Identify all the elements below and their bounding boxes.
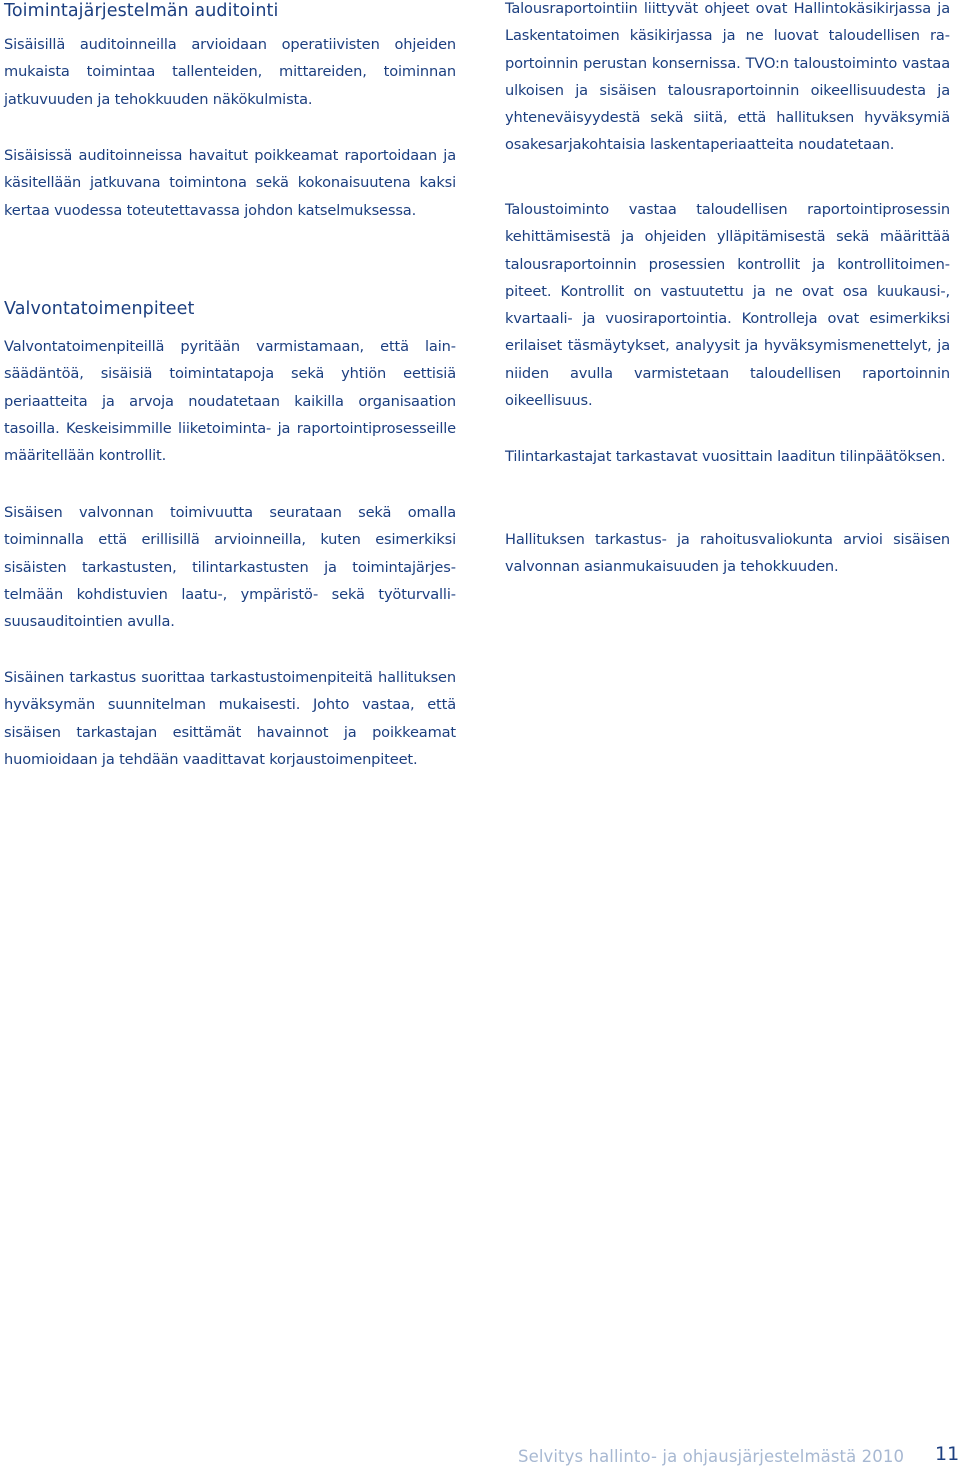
paragraph-internal-audits: Sisäisillä auditoinneilla arvioidaan operatiivisten ohjeiden mukaista toimintaa tallenteiden, mittareiden, toiminnan jatkuvuuden ja tehokkuuden näkökulmista. — [4, 36, 456, 108]
paragraph-finance-function: Taloustoiminto vastaa taloudellisen raportointiprosessin kehittämisestä ja ohjeiden ylläpitämisestä sekä määrittää talousraportoinnin prosessien kontrollit ja kontrollitoimenpiteet. Kontrollit on vastuutettu ja ne ovat osa kuukausi-, kvartaali- ja vuosiraportointia. Kontrolleja ovat esimerkiksi erilaiset täsmäytykset, analyysit ja hyväksymismenettelyt, ja niiden avulla varmistetaan taloudellisen raportoinnin oikeellisuus. — [505, 201, 950, 410]
section-heading-auditing: Toimintajärjestelmän auditointi — [4, 1, 279, 21]
section-heading-control-measures: Valvontatoimenpiteet — [4, 299, 195, 319]
paragraph-audit-deviations: Sisäisissä auditoinneissa havaitut poikkeamat raportoidaan ja käsitellään jatkuvana toimintona sekä kokonaisuutena kaksi kertaa vuodessa toteutettavassa johdon katselmuksessa. — [4, 147, 456, 219]
paragraph-financial-reporting-guidelines: Talousraportointiin liittyvät ohjeet ovat Hallintokäsikirjassa ja Laskentatoimen käsikirjassa ja ne luovat taloudellisen raportoinnin perustan konsernissa. TVO:n taloustoiminto vastaa ulkoisen ja sisäisen talousraportoinnin oikeellisuudesta ja yhteneväisyydestä sekä siitä, että hallituksen hyväksymiä osakesarjakohtaisia laskentaperiaatteita noudatetaan. — [505, 0, 950, 154]
paragraph-auditors: Tilintarkastajat tarkastavat vuosittain laaditun tilinpäätöksen. — [505, 448, 946, 465]
paragraph-audit-committee: Hallituksen tarkastus- ja rahoitusvaliokunta arvioi sisäisen valvonnan asianmukaisuuden ja tehokkuuden. — [505, 531, 950, 576]
paragraph-control-measures: Valvontatoimenpiteillä pyritään varmistamaan, että lainsäädäntöä, sisäisiä toimintatapoja sekä yhtiön eettisiä periaatteita ja arvoja noudatetaan kaikilla organisaation tasoilla. Keskeisimmille liiketoiminta- ja raportointiprosesseille määritellään kontrollit. — [4, 338, 456, 465]
paragraph-monitoring: Sisäisen valvonnan toimivuutta seurataan sekä omalla toiminnalla että erillisillä arvioinneilla, kuten esimerkiksi sisäisten tarkastusten, tilintarkastusten ja toimintajärjestelmään kohdistuvien laatu-, ympäristö- sekä työturvallisuusauditointien avulla. — [4, 504, 456, 631]
page-number: 11 — [935, 1443, 960, 1465]
paragraph-internal-inspection: Sisäinen tarkastus suorittaa tarkastustoimenpiteitä hallituksen hyväksymän suunnitelman mukaisesti. Johto vastaa, että sisäisen tarkastajan esittämät havainnot ja poikkeamat huomioidaan ja tehdään vaadittavat korjaustoimenpiteet. — [4, 669, 456, 768]
footer-document-title: Selvitys hallinto- ja ohjausjärjestelmästä 2010 — [518, 1447, 905, 1466]
